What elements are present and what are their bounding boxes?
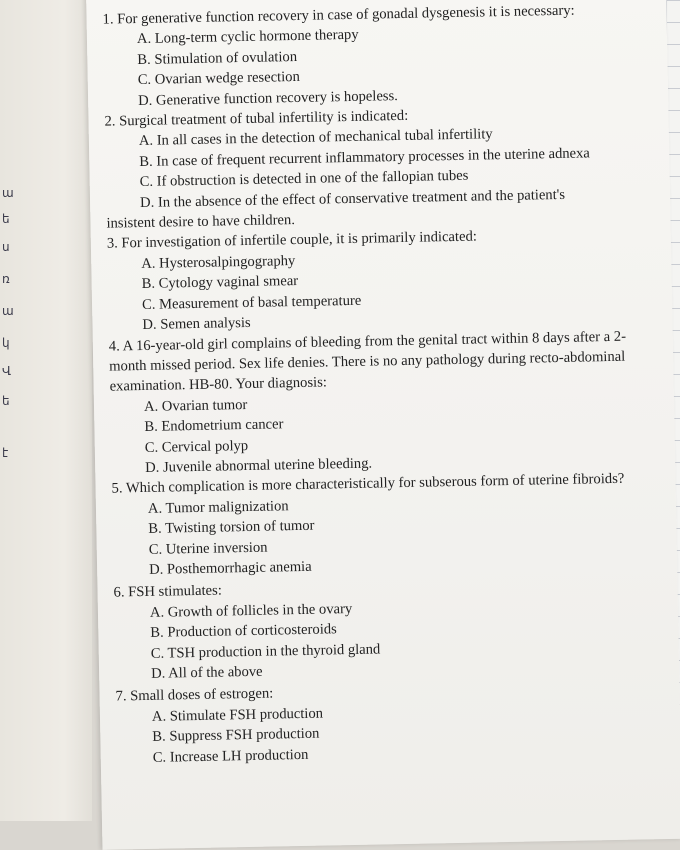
question-stem: 4. A 16-year-old girl complains of bleeding from the genital tract within 8 days after a 2-month missed period. Sex life denies. There is no any pathology during recto-abdominal examination. HB-80. Your diagnosis: [108,328,627,395]
answer-option: C. Uterine inversion [148,539,268,558]
edge-mark: ռ [2,272,10,286]
underlying-sheet [0,0,92,821]
question-3 [107,224,649,336]
edge-mark: Վ [2,364,12,378]
question-2 [104,101,646,234]
answer-option: D. Semen analysis [142,314,251,334]
question-stem: 5. Which complication is more characteristically for subserous form of uterine fibroids? [111,471,625,497]
question-stem: 7. Small doses of estrogen: [115,685,274,705]
answer-option: C. If obstruction is detected in one of the fallopian tubes [139,167,469,191]
question-1 [102,0,644,112]
answer-option: D. All of the above [150,663,263,682]
answer-option: B. Twisting torsion of tumor [148,517,315,538]
answer-option: D. Generative function recovery is hopeless. [137,87,399,109]
question-7 [115,677,656,769]
answer-option: B. Endometrium cancer [144,416,284,436]
answer-option: A. Long-term cyclic hormone therapy [136,27,359,48]
question-stem: 6. FSH stimulates: [113,582,222,601]
answer-option: A. Ovarian tumor [143,396,248,415]
answer-option: C. TSH production in the thyroid gland [150,641,381,662]
answer-option: A. Tumor malignization [147,497,289,517]
question-list [102,0,656,769]
answer-option: C. Ovarian wedge resection [137,69,300,89]
answer-option: B. In case of frequent recurrent inflammatory processes in the uterine adnexa [139,145,590,170]
answer-option: B. Stimulation of ovulation [137,48,298,68]
edge-mark: ս [2,240,10,254]
answer-option: B. Suppress FSH production [152,725,320,746]
answer-option: A. Stimulate FSH production [151,705,324,725]
edge-mark: ա [2,186,14,200]
edge-mark: ե [2,212,10,226]
answer-option: A. In all cases in the detection of mechanical tubal infertility [138,126,493,150]
question-4 [109,326,652,479]
edge-mark: ա [2,304,14,318]
answer-option: A. Hysterosalpingography [141,252,296,272]
edge-mark: է [2,446,9,460]
answer-option: D. Posthemorrhagic anemia [148,558,312,578]
answer-option: A. Growth of follicles in the ovary [149,600,353,621]
edge-mark: կ [2,336,10,350]
question-6 [113,573,655,685]
answer-option: B. Cytology vaginal smear [141,273,299,293]
edge-mark: ե [2,394,10,408]
question-stem: 3. For investigation of infertile couple, it is primarily indicated: [106,229,478,253]
answer-option: C. Cervical polyp [144,437,249,456]
answer-option: D. In the absence of the effect of conservative treatment and the patient's [139,186,566,211]
answer-option: B. Production of corticosteroids [150,621,337,642]
option-continuation: insistent desire to have children. [106,212,296,232]
answer-option: C. Increase LH production [152,746,309,766]
answer-option: D. Juvenile abnormal uterine bleeding. [145,455,373,476]
question-stem: 1. For generative function recovery in case of gonadal dysgenesis it is necessary: [102,2,575,28]
question-5 [111,469,653,581]
answer-option: C. Measurement of basal temperature [141,292,362,313]
question-stem: 2. Surgical treatment of tubal infertility is indicated: [104,107,409,130]
exam-sheet [86,0,680,850]
